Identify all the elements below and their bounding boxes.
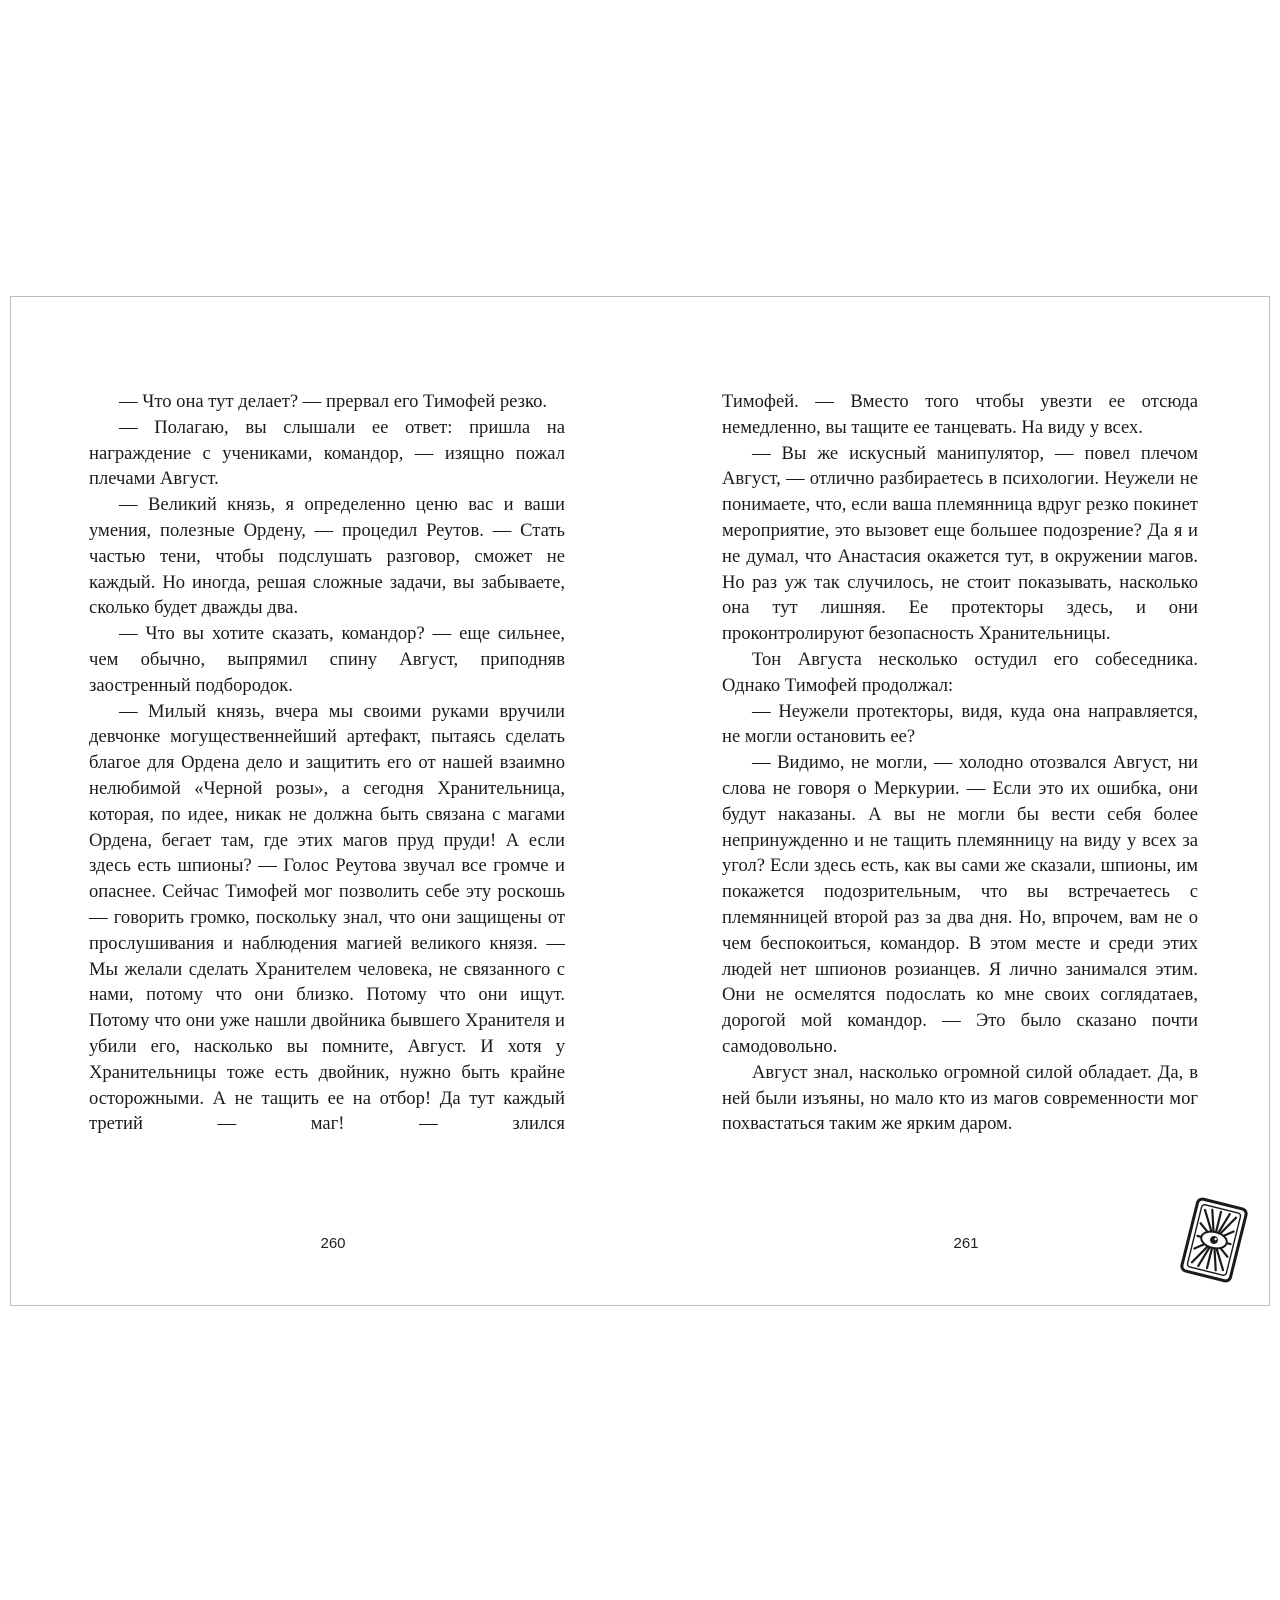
page-number-right: 261 — [953, 1235, 979, 1252]
right-page-text — [722, 389, 1198, 1137]
paragraph: Тон Августа несколько остудил его собеседника. Однако Тимофей продолжал: — [722, 648, 1198, 696]
paragraph: — Вы же искусный манипулятор, — повел плечом Август, — отлично разбираетесь в психологии. Неужели не понимаете, что, если ваша племянница вдруг резко покинет мероприятие, это вызовет еще большее подозрение? Да я и не думал, что Анастасия окажется тут, в окружении магов. Но раз уж так случилось, не стоит показывать, насколько она тут лишняя. Ее протекторы здесь, и они проконтролируют безопасность Хранительницы. — [722, 442, 1198, 645]
tarot-card-eye-icon — [1174, 1195, 1254, 1285]
paragraph: — Видимо, не могли, — холодно отозвался Август, ни слова не говоря о Меркурии. — Если это их ошибка, они будут наказаны. А вы не могли бы вести себя более непринужденно и не тащить племянницу на виду у всех за угол? Если здесь есть, как вы сами же сказали, шпионы, им покажется подозрительным, что вы встречаетесь с племянницей второй раз за два дня. Но, впрочем, вам не о чем беспокоиться, командор. В этом месте и среди этих людей нет шпионов розианцев. Я лично занимался этим. Они не осмелятся подослать ко мне своих соглядатаев, дорогой мой командор. — Это было сказано почти самодовольно. — [722, 752, 1198, 1057]
paragraph: — Милый князь, вчера мы своими руками вручили девчонке могущественнейший артефакт, пытаясь сделать благое для Ордена дело и защитить его от нашей взаимно нелюбимой «Черной розы», а сегодня Хранительница, которая, по идее, никак не должна быть связана с магами Ордена, бегает там, где этих магов пруд пруди! А если здесь есть шпионы? — Голос Реутова звучал все громче и опаснее. Сейчас Тимофей мог позволить себе эту роскошь — говорить громко, поскольку знал, что они защищены от прослушивания и наблюдения магией великого князя. — Мы желали сделать Хранителем человека, не связанного с нами, потому что они близко. Потому что они ищут. Потому что они уже нашли двойника бывшего Хранителя и убили его, насколько вы помните, Август. И хотя у Хранительницы тоже есть двойник, нужно быть крайне осторожными. А не тащить ее на отбор! Да тут каждый третий — маг! — злился — [89, 700, 565, 1135]
left-page-text — [89, 389, 565, 1137]
paragraph: — Что вы хотите сказать, командор? — еще сильнее, чем обычно, выпрямил спину Август, приподняв заостренный подбородок. — [89, 623, 565, 696]
book-spread — [10, 296, 1270, 1306]
page-number-left: 260 — [320, 1235, 346, 1252]
paragraph: Тимофей. — Вместо того чтобы увезти ее отсюда немедленно, вы тащите ее танцевать. На виду у всех. — [722, 391, 1198, 438]
paragraph: — Что она тут делает? — прервал его Тимофей резко. — [119, 391, 548, 412]
paragraph: — Великий князь, я определенно ценю вас и ваши умения, полезные Ордену, — процедил Реутов. — Стать частью тени, чтобы подслушать разговор, сможет не каждый. Но иногда, решая сложные задачи, вы забываете, сколько будет дважды два. — [89, 494, 565, 619]
paragraph: Август знал, насколько огромной силой обладает. Да, в ней были изъяны, но мало кто из магов современности мог похвастаться таким же ярким даром. — [722, 1061, 1198, 1135]
paragraph: — Полагаю, вы слышали ее ответ: пришла на награждение с учениками, командор, — изящно пожал плечами Август. — [89, 416, 565, 490]
paragraph: — Неужели протекторы, видя, куда она направляется, не могли остановить ее? — [722, 700, 1198, 748]
